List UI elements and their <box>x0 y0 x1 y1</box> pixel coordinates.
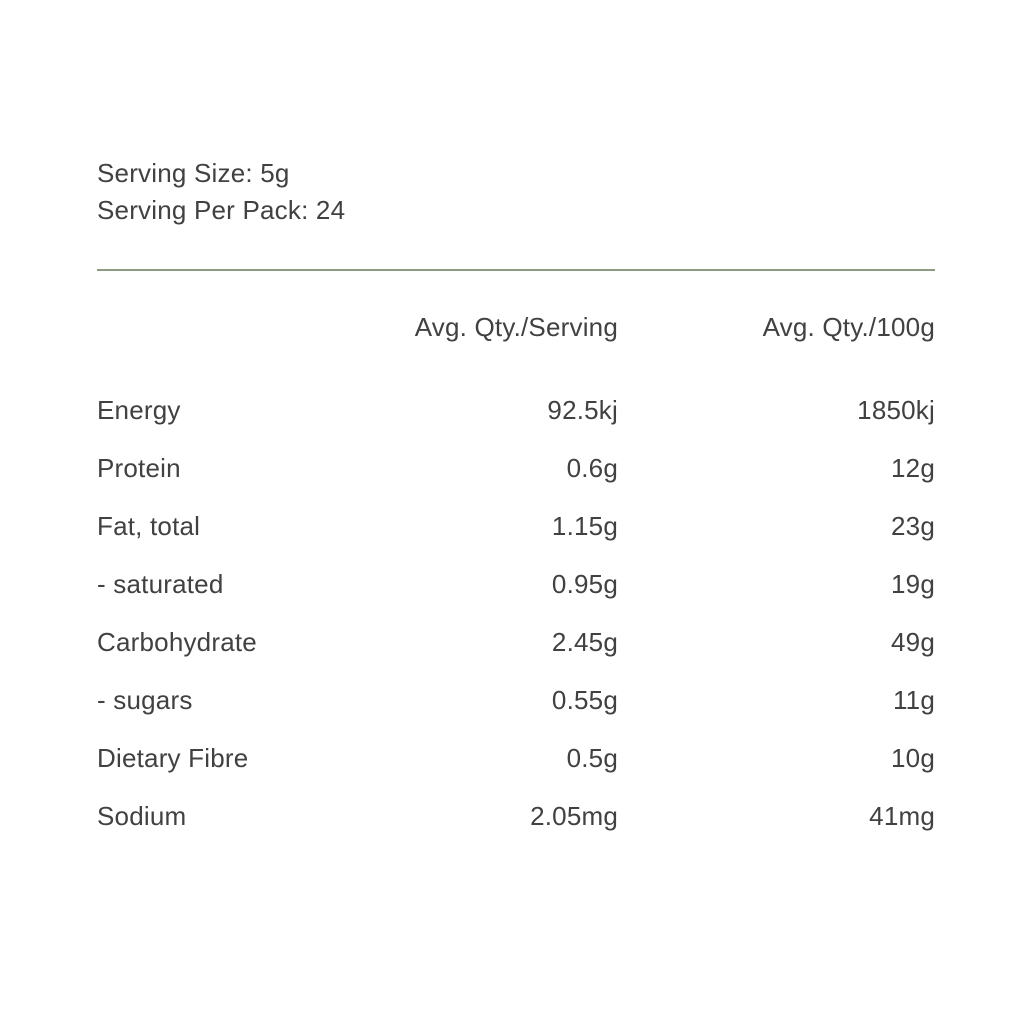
table-row <box>97 497 935 555</box>
row-per-serving-value: 1.15g <box>551 510 618 541</box>
row-nutrient-label: Carbohydrate <box>97 626 257 657</box>
serving-size-text: Serving Size: 5g <box>97 158 290 188</box>
table-row <box>97 555 935 613</box>
row-nutrient-label: - saturated <box>97 568 224 599</box>
row-per-serving-value: 0.6g <box>566 452 618 483</box>
table-body <box>97 381 935 845</box>
header-per-serving: Avg. Qty./Serving <box>414 311 618 342</box>
table-header-row <box>97 298 935 356</box>
row-per-100g-value: 1850kj <box>857 394 935 425</box>
row-nutrient-label: Sodium <box>97 800 187 831</box>
row-per-100g-value: 49g <box>891 626 935 657</box>
table-row <box>97 613 935 671</box>
serving-per-pack-text: Serving Per Pack: 24 <box>97 195 346 225</box>
row-per-serving-value: 0.95g <box>551 568 618 599</box>
row-nutrient-label: Fat, total <box>97 510 201 541</box>
table-row <box>97 381 935 439</box>
row-per-serving-value: 0.55g <box>551 684 618 715</box>
table-row <box>97 729 935 787</box>
row-nutrient-label: Dietary Fibre <box>97 742 249 773</box>
row-per-serving-value: 2.05mg <box>530 800 618 831</box>
nutrition-panel <box>97 155 935 845</box>
row-per-serving-value: 2.45g <box>551 626 618 657</box>
row-per-100g-value: 19g <box>891 568 935 599</box>
table-row <box>97 787 935 845</box>
row-per-100g-value: 41mg <box>869 800 935 831</box>
row-per-serving-value: 92.5kj <box>547 394 618 425</box>
row-per-100g-value: 10g <box>891 742 935 773</box>
table-row <box>97 439 935 497</box>
row-per-100g-value: 23g <box>891 510 935 541</box>
row-per-serving-value: 0.5g <box>566 742 618 773</box>
header-per-100g: Avg. Qty./100g <box>762 311 935 342</box>
nutrition-table <box>97 298 935 845</box>
divider-line <box>97 269 935 271</box>
row-per-100g-value: 12g <box>891 452 935 483</box>
row-nutrient-label: - sugars <box>97 684 193 715</box>
serving-info <box>97 155 935 229</box>
row-nutrient-label: Energy <box>97 394 181 425</box>
row-per-100g-value: 11g <box>892 684 935 715</box>
table-row <box>97 671 935 729</box>
row-nutrient-label: Protein <box>97 452 181 483</box>
